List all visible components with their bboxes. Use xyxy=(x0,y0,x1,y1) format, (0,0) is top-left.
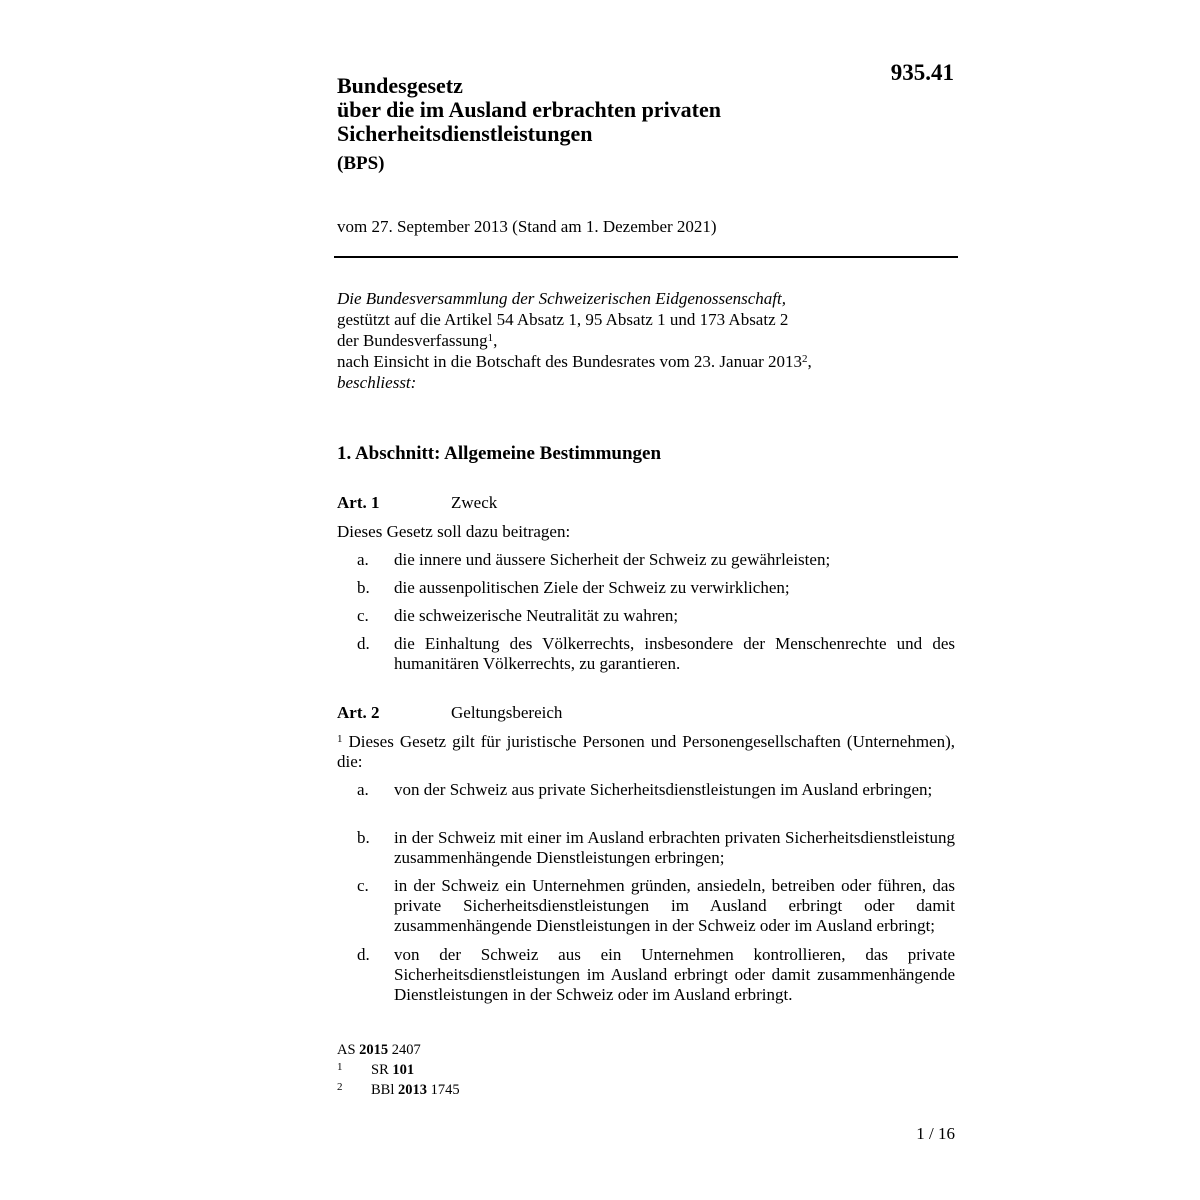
footnote-2-prefix: BBl xyxy=(371,1082,398,1098)
article-2-intro xyxy=(337,732,955,772)
item-text: von der Schweiz aus private Sicherheitsdienstleistungen im Ausland erbringen; xyxy=(394,780,933,799)
preamble-line-3-text: nach Einsicht in die Botschaft des Bundesrates vom 23. Januar 2013 xyxy=(337,352,803,371)
as-page: 2407 xyxy=(388,1042,421,1058)
footnote-ref-1[interactable]: 1 xyxy=(487,332,494,344)
item-label: c. xyxy=(357,606,369,625)
article-2-intro-text: Dieses Gesetz gilt für juristische Personen und Personengesellschaften (Unternehmen), die: xyxy=(337,732,955,771)
item-label: c. xyxy=(357,876,369,895)
footnote-2-page: 1745 xyxy=(427,1082,460,1098)
preamble-line-1: gestützt auf die Artikel 54 Absatz 1, 95 Absatz 1 und 173 Absatz 2 xyxy=(337,310,789,329)
item-text: die schweizerische Neutralität zu wahren; xyxy=(394,606,679,625)
article-2-item-c xyxy=(357,876,955,936)
footnotes xyxy=(337,1042,460,1099)
title-line-2: über die im Ausland erbrachten privaten xyxy=(337,97,722,122)
item-text: die innere und äussere Sicherheit der Schweiz zu gewährleisten; xyxy=(394,550,831,569)
item-label: d. xyxy=(357,634,370,653)
footnote-1-prefix: SR xyxy=(371,1062,393,1078)
law-abbreviation: (BPS) xyxy=(337,153,385,174)
article-2-item-b xyxy=(357,828,955,868)
item-text: die Einhaltung des Völkerrechts, insbesondere der Menschenrechte und des humanitären Völkerrechts, zu garantieren. xyxy=(394,634,955,673)
article-1-number: Art. 1 xyxy=(337,493,380,512)
item-label: d. xyxy=(357,945,370,964)
preamble-line-2-end: , xyxy=(493,331,498,350)
item-text: von der Schweiz aus ein Unternehmen kontrollieren, das private Sicherheitsdienstleistungen im Ausland erbringt oder damit zusammenhängende Dienstleistungen in der Schweiz oder im Ausland erbringt. xyxy=(394,945,955,1004)
footnote-1 xyxy=(337,1059,460,1079)
preamble-decides: beschliesst: xyxy=(337,373,417,392)
sr-number: 935.41 xyxy=(890,60,954,85)
article-2-header xyxy=(337,703,562,723)
title-line-3: Sicherheitsdienstleistungen xyxy=(337,121,593,146)
article-2-number: Art. 2 xyxy=(337,703,380,722)
law-date: vom 27. September 2013 (Stand am 1. Dezember 2021) xyxy=(337,217,717,236)
law-title xyxy=(337,74,857,146)
header-divider xyxy=(334,256,958,258)
item-text: die aussenpolitischen Ziele der Schweiz zu verwirklichen; xyxy=(394,578,790,597)
footnote-1-value: 101 xyxy=(392,1062,415,1078)
article-2-item-d xyxy=(357,945,955,1005)
preamble-line-3-end: , xyxy=(807,352,812,371)
article-1-heading: Zweck xyxy=(451,493,498,512)
item-label: a. xyxy=(357,780,369,799)
article-1-item-a xyxy=(357,550,955,570)
footnote-2-number: 2 xyxy=(337,1081,343,1093)
as-prefix: AS xyxy=(337,1042,360,1058)
preamble-assembly: Die Bundesversammlung der Schweizerischen Eidgenossenschaft, xyxy=(337,289,786,308)
article-1-item-b xyxy=(357,578,955,598)
item-text: in der Schweiz mit einer im Ausland erbrachten privaten Sicherheitsdienstleistung zusammenhängende Dienstleistungen erbringen; xyxy=(394,828,955,867)
preamble xyxy=(337,288,957,393)
paragraph-number: 1 xyxy=(337,733,343,745)
page-number: 1 / 16 xyxy=(916,1124,955,1143)
item-label: a. xyxy=(357,550,369,569)
preamble-line-2 xyxy=(337,330,957,351)
article-2-heading: Geltungsbereich xyxy=(451,703,563,722)
footnote-2-year: 2013 xyxy=(398,1082,427,1098)
footnote-1-number: 1 xyxy=(337,1061,343,1073)
item-label: b. xyxy=(357,578,370,597)
footnote-2 xyxy=(337,1079,460,1099)
footnote-ref-2[interactable]: 2 xyxy=(802,353,808,365)
section-title: 1. Abschnitt: Allgemeine Bestimmungen xyxy=(337,443,662,464)
title-line-1: Bundesgesetz xyxy=(337,73,463,98)
preamble-line-3 xyxy=(337,351,957,372)
item-text: in der Schweiz ein Unternehmen gründen, ansiedeln, betreiben oder führen, das private Sicherheitsdienstleistungen im Ausland erbringt oder damit zusammenhängende Dienstleistungen in der Schweiz oder im Ausland erbringt; xyxy=(394,876,955,935)
item-label: b. xyxy=(357,828,370,847)
article-1-header xyxy=(337,493,497,513)
as-year: 2015 xyxy=(359,1042,389,1058)
article-1-item-c xyxy=(357,606,955,626)
preamble-line-2-text: der Bundesverfassung xyxy=(337,331,488,350)
article-1-item-d xyxy=(357,634,955,674)
article-2-item-a xyxy=(357,780,955,800)
footnote-as xyxy=(337,1042,460,1059)
article-1-intro: Dieses Gesetz soll dazu beitragen: xyxy=(337,522,571,541)
